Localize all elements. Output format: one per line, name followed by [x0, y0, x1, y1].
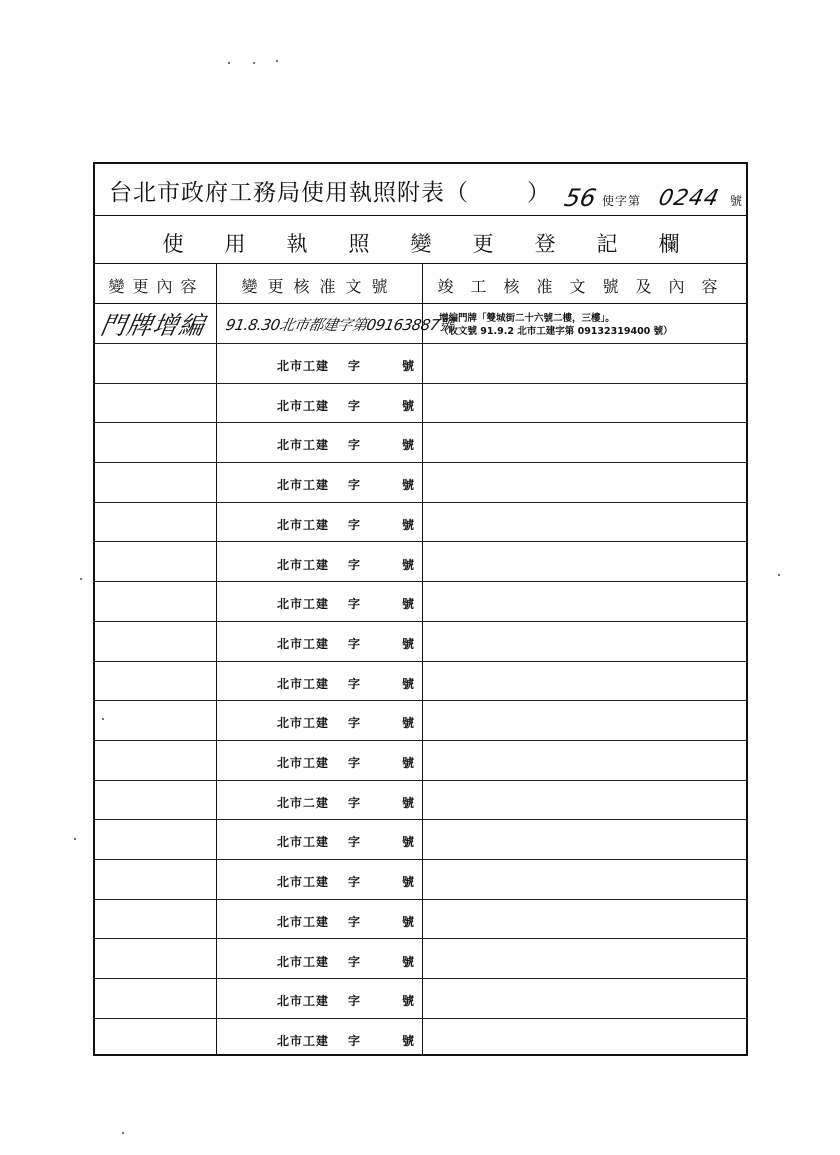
entry-approval-doc: 91.8.30北市都建字第09163887號 — [224, 316, 456, 334]
doc-zi-label: 字 — [348, 756, 361, 770]
doc-hao-label: 號 — [402, 517, 415, 532]
entry-completion-doc — [439, 312, 673, 338]
doc-zi-label: 字 — [348, 795, 361, 810]
doc-prefix-label: 北市工建 — [277, 517, 330, 532]
scan-speck — [253, 62, 255, 64]
doc-hao-label: 號 — [402, 954, 415, 969]
doc-zi-label: 字 — [348, 557, 361, 572]
table-row — [95, 820, 746, 860]
doc-prefix-label: 北市工建 — [277, 716, 330, 731]
entry-completion-line: 增編門牌「雙城街二十六號二樓，三樓」。 — [439, 313, 615, 324]
doc-prefix-label: 北市工建 — [277, 398, 330, 413]
doc-zi-label: 字 — [348, 875, 361, 890]
table-row — [95, 940, 746, 980]
table-row — [95, 582, 746, 622]
doc-prefix-label: 北市工建 — [277, 835, 330, 850]
header-approval-doc: 變更核准文號 — [241, 277, 398, 296]
permit-year-handwritten: 56 — [562, 184, 599, 212]
doc-hao-label: 號 — [402, 716, 415, 731]
section-title-row — [95, 216, 746, 264]
doc-zi-label: 字 — [348, 835, 361, 850]
permit-zi-label: 使字第 — [602, 194, 642, 208]
doc-hao-label: 號 — [402, 636, 415, 651]
doc-zi-label: 字 — [348, 517, 361, 532]
table-row — [95, 503, 746, 543]
doc-zi-label: 字 — [348, 676, 361, 691]
doc-hao-label: 號 — [402, 1033, 415, 1048]
doc-hao-label: 號 — [402, 835, 415, 850]
table-row — [95, 384, 746, 424]
table-row — [95, 979, 746, 1019]
header-completion-doc: 竣工核准文號及內容 — [437, 277, 735, 296]
permit-number-handwritten: 0244 — [656, 186, 722, 211]
scan-speck — [80, 578, 82, 580]
table-row — [95, 900, 746, 940]
table-header-row — [95, 264, 746, 304]
scan-speck — [122, 1132, 124, 1134]
doc-prefix-label: 北市工建 — [277, 1033, 330, 1048]
scan-speck — [228, 62, 230, 64]
doc-zi-label: 字 — [348, 359, 361, 373]
table-row — [95, 741, 746, 781]
doc-zi-label: 字 — [348, 994, 361, 1009]
doc-zi-label: 字 — [348, 478, 361, 493]
table-row — [95, 423, 746, 463]
table-row — [95, 1019, 746, 1059]
doc-prefix-label: 北市工建 — [277, 359, 330, 373]
doc-prefix-label: 北市工建 — [277, 676, 330, 691]
doc-zi-label: 字 — [348, 954, 361, 969]
doc-zi-label: 字 — [348, 398, 361, 413]
doc-zi-label: 字 — [348, 716, 361, 731]
doc-zi-label: 字 — [348, 438, 361, 453]
entry-completion-line: （收文號 91.9.2 北市工建字第 09132319400 號） — [439, 326, 673, 337]
doc-prefix-label: 北市工建 — [277, 636, 330, 651]
doc-hao-label: 號 — [402, 994, 415, 1009]
section-title: 使用執照變更登記欄 — [162, 232, 721, 256]
doc-hao-label: 號 — [402, 597, 415, 612]
form-title-close: ） — [527, 180, 550, 206]
doc-hao-label: 號 — [402, 438, 415, 453]
doc-hao-label: 號 — [402, 359, 415, 373]
table-row — [95, 622, 746, 662]
table-row — [95, 860, 746, 900]
table-row — [95, 463, 746, 503]
table-row — [95, 304, 746, 344]
doc-zi-label: 字 — [348, 1033, 361, 1048]
scan-speck — [74, 838, 76, 840]
doc-zi-label: 字 — [348, 636, 361, 651]
table-row — [95, 543, 746, 583]
doc-prefix-label: 北市工建 — [277, 994, 330, 1009]
form-title-row — [95, 164, 746, 216]
doc-prefix-label: 北市工建 — [277, 557, 330, 572]
table-row — [95, 662, 746, 702]
table-row — [95, 344, 746, 384]
permit-form — [93, 162, 748, 1056]
doc-hao-label: 號 — [402, 676, 415, 691]
doc-hao-label: 號 — [402, 478, 415, 493]
header-change-content: 變更內容 — [108, 277, 205, 296]
doc-hao-label: 號 — [402, 557, 415, 572]
doc-hao-label: 號 — [402, 756, 415, 770]
doc-prefix-label: 北市工建 — [277, 597, 330, 612]
permit-hao-label: 號 — [730, 194, 743, 208]
entry-change-content: 門牌增編 — [98, 311, 208, 340]
scan-speck — [102, 718, 104, 720]
scan-speck — [276, 60, 278, 62]
table-row — [95, 701, 746, 741]
doc-prefix-label: 北市工建 — [277, 954, 330, 969]
doc-prefix-label: 北市工建 — [277, 478, 330, 493]
table-row — [95, 781, 746, 821]
doc-zi-label: 字 — [348, 914, 361, 929]
doc-hao-label: 號 — [402, 875, 415, 890]
doc-zi-label: 字 — [348, 597, 361, 612]
doc-hao-label: 號 — [402, 398, 415, 413]
doc-hao-label: 號 — [402, 795, 415, 810]
doc-prefix-label: 北市二建 — [277, 795, 330, 810]
doc-prefix-label: 北市工建 — [277, 875, 330, 890]
form-title: 台北市政府工務局使用執照附表（ — [109, 180, 469, 206]
scan-speck — [778, 574, 780, 576]
doc-hao-label: 號 — [402, 914, 415, 929]
doc-prefix-label: 北市工建 — [277, 756, 330, 770]
doc-prefix-label: 北市工建 — [277, 438, 330, 453]
doc-prefix-label: 北市工建 — [277, 914, 330, 929]
